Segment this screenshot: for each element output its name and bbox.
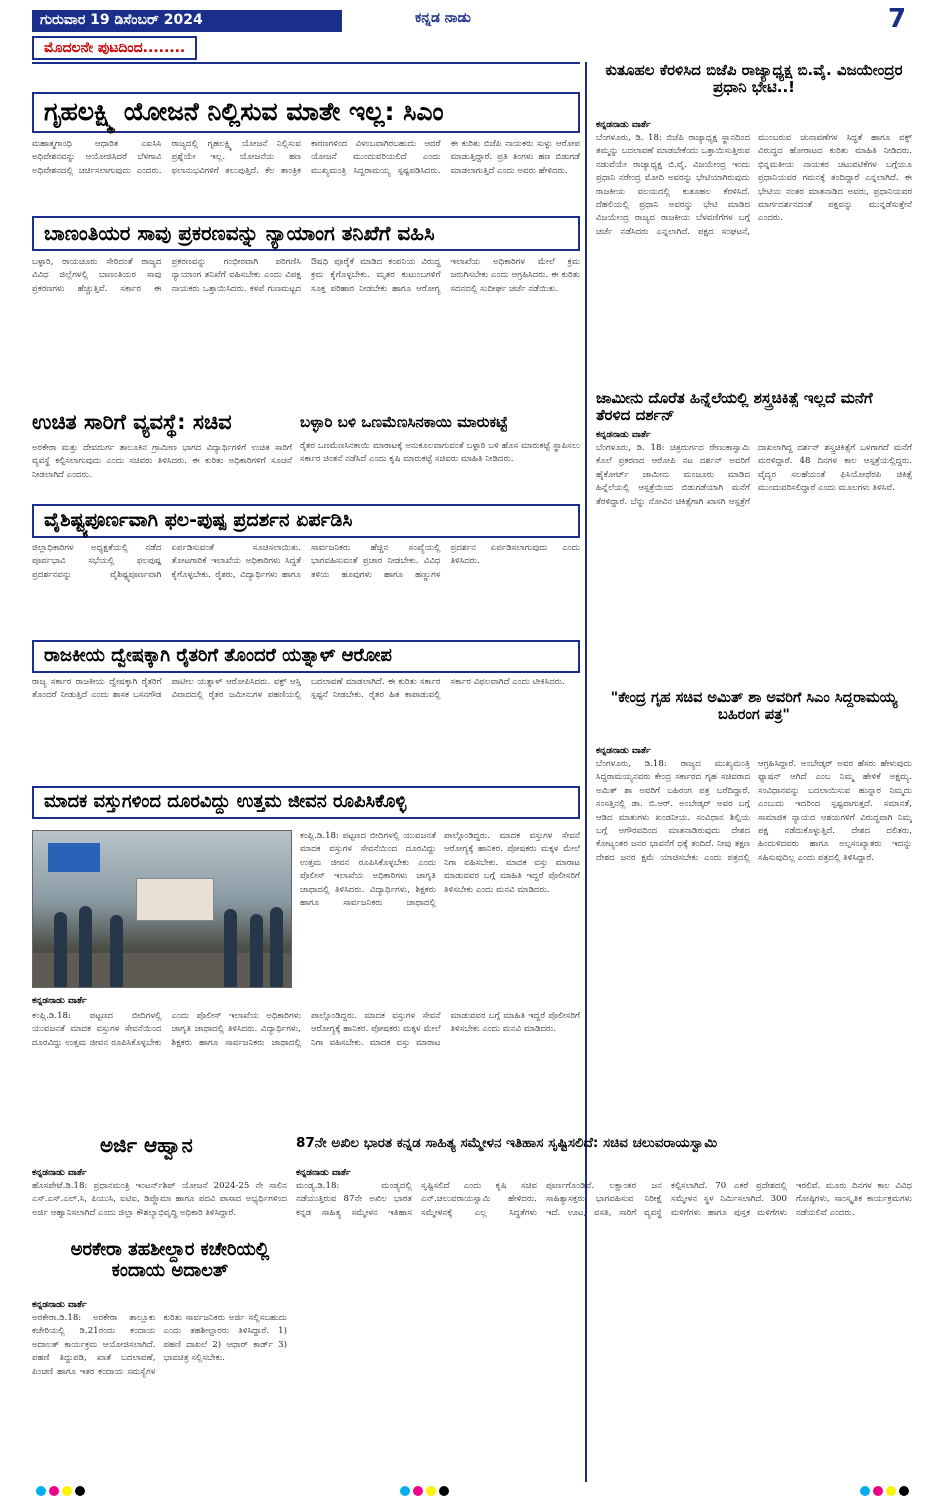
cyan-mark xyxy=(36,1486,46,1496)
article-body: ಹೊಸಪೇಟೆ.ಡಿ.18: ಪ್ರಧಾನಮಂತ್ರಿ ಇಂಟರ್ನ್‌ಶಿಪ್ ಯೋಜನೆ 2024-25 ನೇ ಸಾಲಿನ ಎಸ್.ಎಸ್.ಎಲ್.ಸಿ, ಪಿಯುಸಿ, ಐಟಿಐ, ಡಿಪ್ಲೊಮಾ ಹಾಗೂ ಪದವಿ ಪಾಸಾದ ಅಭ್ಯರ್ಥಿಗಳಿಂದ ಅರ್ಜಿ ಆಹ್ವಾನಿಸಲಾಗಿದೆ ಎಂದು ಜಿಲ್ಲಾ ಕೌಶಲ್ಯಾಭಿವೃದ್ಧಿ ಅಧಿಕಾರಿ ತಿಳಿಸಿದ್ದಾರೆ. xyxy=(32,1181,287,1218)
article-body: ರಾಜ್ಯ ಸರ್ಕಾರ ರಾಜಕೀಯ ದ್ವೇಷಕ್ಕಾಗಿ ರೈತರಿಗೆ ತೊಂದರೆ ನೀಡುತ್ತಿದೆ ಎಂದು ಶಾಸಕ ಬಸನಗೌಡ ಪಾಟೀಲ ಯತ್ನಾಳ್ ಆರೋಪಿಸಿದರು. ವಕ್ಫ್ ಆಸ್ತಿ ವಿವಾದದಲ್ಲಿ ರೈತರ ಜಮೀನುಗಳ ಪಹಣಿಯಲ್ಲಿ ಬದಲಾವಣೆ ಮಾಡಲಾಗಿದೆ. ಈ ಕುರಿತು ಸರ್ಕಾರ ಸ್ಪಷ್ಟನೆ ನೀಡಬೇಕು. ರೈತರ ಹಿತ ಕಾಪಾಡುವಲ್ಲಿ ಸರ್ಕಾರ ವಿಫಲವಾಗಿದೆ ಎಂದು ಟೀಕಿಸಿದರು. xyxy=(32,677,565,701)
masthead-logo: ಕನ್ನಡ ನಾಡು xyxy=(415,10,471,26)
black-mark xyxy=(899,1486,909,1496)
photo-banner xyxy=(136,878,213,922)
person-figure xyxy=(270,907,283,987)
headline-arji-ahvana: ಅರ್ಜಿ ಆಹ್ವಾನ xyxy=(100,1133,193,1157)
headline-vijayendra-bheti: ಕುತೂಹಲ ಕೆರಳಿಸಿದ ಬಿಜೆಪಿ ರಾಜ್ಯಾಧ್ಯಕ್ಷ ಬಿ.ವೈ. ವಿಜಯೇಂದ್ರರ ಪ್ರಧಾನಿ ಭೇಟಿ..! xyxy=(605,61,903,97)
byline: ಕನ್ನಡನಾಡು ವಾರ್ತೆ xyxy=(32,996,87,1006)
headline-kandaya-adalat: ಅರಕೇರಾ ತಹಶೀಲ್ದಾರ ಕಚೇರಿಯಲ್ಲಿ ಕಂದಾಯ ಅದಾಲತ್ xyxy=(70,1239,270,1281)
yellow-mark xyxy=(62,1486,72,1496)
registration-marks xyxy=(860,1486,909,1498)
tent-shape xyxy=(48,843,100,871)
yellow-mark xyxy=(886,1486,896,1496)
article-body: ಜಿಲ್ಲಾಧಿಕಾರಿಗಳ ಅಧ್ಯಕ್ಷತೆಯಲ್ಲಿ ನಡೆದ ಪೂರ್ವಭಾವಿ ಸಭೆಯಲ್ಲಿ ಫಲಪುಷ್ಪ ಪ್ರದರ್ಶನವನ್ನು ವೈಶಿಷ್ಟ್ಯಪೂರ್ಣವಾಗಿ ಏರ್ಪಡಿಸುವಂತೆ ಸೂಚಿಸಲಾಯಿತು. ತೋಟಗಾರಿಕೆ ಇಲಾಖೆಯ ಅಧಿಕಾರಿಗಳು ಸಿದ್ಧತೆ ಕೈಗೊಳ್ಳಬೇಕು. ರೈತರು, ವಿದ್ಯಾರ್ಥಿಗಳು ಹಾಗೂ ಸಾರ್ವಜನಿಕರು ಹೆಚ್ಚಿನ ಸಂಖ್ಯೆಯಲ್ಲಿ ಭಾಗವಹಿಸುವಂತೆ ಪ್ರಚಾರ ನೀಡಬೇಕು. ವಿವಿಧ ತಳಿಯ ಹೂವುಗಳು ಹಾಗೂ ಹಣ್ಣುಗಳ ಪ್ರದರ್ಶನ ಏರ್ಪಡಿಸಲಾಗುವುದು ಎಂದು ತಿಳಿಸಿದರು. xyxy=(32,543,580,580)
page-date: ಗುರುವಾರ 19 ಡಿಸೆಂಬರ್ 2024 xyxy=(32,10,342,32)
article-body: ಅರಕೇರಾ ಮತ್ತು ದೇವದುರ್ಗ ತಾಲೂಕಿನ ಗ್ರಾಮೀಣ ಭಾಗದ ವಿದ್ಯಾರ್ಥಿಗಳಿಗೆ ಉಚಿತ ಸಾರಿಗೆ ವ್ಯವಸ್ಥೆ ಕಲ್ಪಿಸಲಾಗುವುದು ಎಂದು ಸಚಿವರು ತಿಳಿಸಿದರು. ಈ ಕುರಿತು ಅಧಿಕಾರಿಗಳಿಗೆ ಸೂಚನೆ ನೀಡಲಾಗಿದೆ ಎಂದರು. xyxy=(32,443,292,480)
headline-sahitya-sammelana: 87ನೇ ಅಖಿಲ ಭಾರತ ಕನ್ನಡ ಸಾಹಿತ್ಯ ಸಮ್ಮೇಳನ ಇತಿಹಾಸ ಸೃಷ್ಟಿಸಲಿದೆ: ಸಚಿವ ಚಲುವರಾಯಸ್ವಾಮಿ xyxy=(296,1135,718,1151)
article-body: ಬೆಂಗಳೂರು, ಡಿ.18: ರಾಜ್ಯದ ಮುಖ್ಯಮಂತ್ರಿ ಸಿದ್ದರಾಮಯ್ಯನವರು ಕೇಂದ್ರ ಸರ್ಕಾರದ ಗೃಹ ಸಚಿವರಾದ ಅಮಿತ್ ಶಾ ಅವರಿಗೆ ಬಹಿರಂಗ ಪತ್ರ ಬರೆದಿದ್ದಾರೆ. ಸಂಸತ್ತಿನಲ್ಲಿ ಡಾ. ಬಿ.ಆರ್. ಅಂಬೇಡ್ಕರ್ ಅವರ ಬಗ್ಗೆ ಆಡಿದ ಮಾತುಗಳು ಖಂಡನೀಯ. ಸಂವಿಧಾನ ಶಿಲ್ಪಿಯ ಬಗ್ಗೆ ಅಗೌರವದಿಂದ ಮಾತನಾಡಿರುವುದು ದೇಶದ ಕೋಟ್ಯಂತರ ಜನರ ಭಾವನೆಗೆ ಧಕ್ಕೆ ತಂದಿದೆ. ನೀವು ತಕ್ಷಣ ದೇಶದ ಜನರ ಕ್ಷಮೆ ಯಾಚಿಸಬೇಕು ಎಂದು ಪತ್ರದಲ್ಲಿ ಆಗ್ರಹಿಸಿದ್ದಾರೆ. ಅಂಬೇಡ್ಕರ್ ಅವರ ಹೆಸರು ಹೇಳುವುದು ಫ್ಯಾಷನ್ ಆಗಿದೆ ಎಂಬ ನಿಮ್ಮ ಹೇಳಿಕೆ ಅಕ್ಷಮ್ಯ. ಸಂವಿಧಾನವನ್ನು ಬದಲಾಯಿಸುವ ಹುನ್ನಾರ ನಿಮ್ಮದು ಎಂಬುದು ಇದರಿಂದ ಸ್ಪಷ್ಟವಾಗುತ್ತದೆ. ಸಮಾನತೆ, ಸಾಮಾಜಿಕ ನ್ಯಾಯದ ಆಶಯಗಳಿಗೆ ವಿರುದ್ಧವಾಗಿ ನಿಮ್ಮ ಪಕ್ಷ ನಡೆದುಕೊಳ್ಳುತ್ತಿದೆ. ದೇಶದ ದಲಿತರು, ಹಿಂದುಳಿದವರು ಹಾಗೂ ಅಲ್ಪಸಂಖ್ಯಾತರು ಇದನ್ನು ಸಹಿಸುವುದಿಲ್ಲ ಎಂದು ಪತ್ರದಲ್ಲಿ ತಿಳಿಸಿದ್ದಾರೆ. xyxy=(596,759,912,863)
section-tag: ಮೊದಲನೇ ಪುಟದಿಂದ........ xyxy=(32,36,197,60)
person-figure xyxy=(224,909,237,987)
byline: ಕನ್ನಡನಾಡು ವಾರ್ತೆ xyxy=(596,120,651,130)
person-figure xyxy=(110,915,123,987)
headline-darshan-mane: ಜಾಮೀನು ದೊರೆತ ಹಿನ್ನೆಲೆಯಲ್ಲಿ ಶಸ್ತ್ರಚಿಕಿತ್ಸೆ ಇಲ್ಲದೆ ಮನೆಗೆ ತೆರಳಿದ ದರ್ಶನ್ xyxy=(596,389,873,425)
registration-marks xyxy=(400,1486,449,1498)
article-body: ಕಂಪ್ಲಿ.ಡಿ.18: ಪಟ್ಟಣದ ಬೀದಿಗಳಲ್ಲಿ ಯುವಜನತೆ ಮಾದಕ ವಸ್ತುಗಳ ಸೇವನೆಯಿಂದ ದೂರವಿದ್ದು ಉತ್ತಮ ಜೀವನ ರೂಪಿಸಿಕೊಳ್ಳಬೇಕು ಎಂದು ಪೊಲೀಸ್ ಇಲಾಖೆಯ ಅಧಿಕಾರಿಗಳು ಜಾಗೃತಿ ಜಾಥಾದಲ್ಲಿ ತಿಳಿಸಿದರು. ವಿದ್ಯಾರ್ಥಿಗಳು, ಶಿಕ್ಷಕರು ಹಾಗೂ ಸಾರ್ವಜನಿಕರು ಜಾಥಾದಲ್ಲಿ ಪಾಲ್ಗೊಂಡಿದ್ದರು. ಮಾದಕ ವಸ್ತುಗಳ ಸೇವನೆ ಆರೋಗ್ಯಕ್ಕೆ ಹಾನಿಕರ. ಪೋಷಕರು ಮಕ್ಕಳ ಮೇಲೆ ನಿಗಾ ವಹಿಸಬೇಕು. ಮಾದಕ ವಸ್ತು ಮಾರಾಟ ಮಾಡುವವರ ಬಗ್ಗೆ ಮಾಹಿತಿ ಇದ್ದರೆ ಪೊಲೀಸರಿಗೆ ತಿಳಿಸಬೇಕು ಎಂದು ಮನವಿ ಮಾಡಿದರು. xyxy=(32,1011,580,1048)
news-photo-jatha xyxy=(32,830,292,988)
headline-banantiyara-savu: ಬಾಣಂತಿಯರ ಸಾವು ಪ್ರಕರಣವನ್ನು ನ್ಯಾಯಾಂಗ ತನಿಖೆಗೆ ವಹಿಸಿ xyxy=(32,216,580,251)
cyan-mark xyxy=(860,1486,870,1496)
yellow-mark xyxy=(426,1486,436,1496)
magenta-mark xyxy=(873,1486,883,1496)
byline: ಕನ್ನಡನಾಡು ವಾರ್ತೆ xyxy=(32,1168,87,1178)
byline: ಕನ್ನಡನಾಡು ವಾರ್ತೆ xyxy=(32,1300,87,1310)
black-mark xyxy=(75,1486,85,1496)
registration-marks xyxy=(36,1486,85,1498)
headline-menasinakayi: ಬಳ್ಳಾರಿ ಬಳಿ ಒಣಮೆಣಸಿನಕಾಯಿ ಮಾರುಕಟ್ಟೆ xyxy=(300,413,508,431)
byline: ಕನ್ನಡನಾಡು ವಾರ್ತೆ xyxy=(596,430,651,440)
black-mark xyxy=(439,1486,449,1496)
divider xyxy=(32,62,580,64)
headline-madaka-vastu: ಮಾದಕ ವಸ್ತುಗಳಿಂದ ದೂರವಿದ್ದು ಉತ್ತಮ ಜೀವನ ರೂಪಿಸಿಕೊಳ್ಳಿ xyxy=(32,786,580,819)
article-body: ರೈತರ ಒಣಮೆಣಸಿನಕಾಯಿ ಮಾರಾಟಕ್ಕೆ ಅನುಕೂಲವಾಗುವಂತೆ ಬಳ್ಳಾರಿ ಬಳಿ ಹೊಸ ಮಾರುಕಟ್ಟೆ ಸ್ಥಾಪಿಸಲು ಸರ್ಕಾರ ಚಿಂತನೆ ನಡೆಸಿದೆ ಎಂದು ಕೃಷಿ ಮಾರುಕಟ್ಟೆ ಸಚಿವರು ಮಾಹಿತಿ ನೀಡಿದರು. xyxy=(300,441,580,465)
person-figure xyxy=(79,906,92,987)
headline-uchita-sarige: ಉಚಿತ ಸಾರಿಗೆ ವ್ಯವಸ್ಥೆ: ಸಚಿವ xyxy=(32,410,232,434)
article-body: ಮಂಡ್ಯ.ಡಿ.18: ಮಂಡ್ಯದಲ್ಲಿ ನಡೆಯುತ್ತಿರುವ 87ನೇ ಅಖಿಲ ಭಾರತ ಕನ್ನಡ ಸಾಹಿತ್ಯ ಸಮ್ಮೇಳನ ಇತಿಹಾಸ ಸೃಷ್ಟಿಸಲಿದೆ ಎಂದು ಕೃಷಿ ಸಚಿವ ಎನ್.ಚಲುವರಾಯಸ್ವಾಮಿ ಹೇಳಿದರು. ಸಮ್ಮೇಳನಕ್ಕೆ ಎಲ್ಲ ಸಿದ್ಧತೆಗಳು ಪೂರ್ಣಗೊಂಡಿವೆ. ಲಕ್ಷಾಂತರ ಜನ ಸಾಹಿತ್ಯಾಸಕ್ತರು ಭಾಗವಹಿಸುವ ನಿರೀಕ್ಷೆ ಇದೆ. ಊಟ, ವಸತಿ, ಸಾರಿಗೆ ವ್ಯವಸ್ಥೆ ಕಲ್ಪಿಸಲಾಗಿದೆ. 70 ಎಕರೆ ಪ್ರದೇಶದಲ್ಲಿ ಸಮ್ಮೇಳನ ಸ್ಥಳ ನಿರ್ಮಿಸಲಾಗಿದೆ. 300 ಮಳಿಗೆಗಳು ಹಾಗೂ ಪುಸ್ತಕ ಮಳಿಗೆಗಳು ಇರಲಿವೆ. ಮೂರು ದಿನಗಳ ಕಾಲ ವಿವಿಧ ಗೋಷ್ಠಿಗಳು, ಸಾಂಸ್ಕೃತಿಕ ಕಾರ್ಯಕ್ರಮಗಳು ನಡೆಯಲಿವೆ ಎಂದರು. xyxy=(296,1181,912,1218)
person-figure xyxy=(54,912,67,987)
page-header xyxy=(0,0,945,62)
article-body: ಬಳ್ಳಾರಿ, ರಾಯಚೂರು ಸೇರಿದಂತೆ ರಾಜ್ಯದ ವಿವಿಧ ಜಿಲ್ಲೆಗಳಲ್ಲಿ ಬಾಣಂತಿಯರ ಸಾವು ಪ್ರಕರಣಗಳು ಹೆಚ್ಚುತ್ತಿವೆ. ಸರ್ಕಾರ ಈ ಪ್ರಕರಣವನ್ನು ಗಂಭೀರವಾಗಿ ಪರಿಗಣಿಸಿ ನ್ಯಾಯಾಂಗ ತನಿಖೆಗೆ ವಹಿಸಬೇಕು ಎಂದು ವಿಪಕ್ಷ ನಾಯಕರು ಒತ್ತಾಯಿಸಿದರು. ಕಳಪೆ ಗುಣಮಟ್ಟದ ಔಷಧಿ ಪೂರೈಕೆ ಮಾಡಿದ ಕಂಪನಿಯ ವಿರುದ್ಧ ಕ್ರಮ ಕೈಗೊಳ್ಳಬೇಕು. ಮೃತರ ಕುಟುಂಬಗಳಿಗೆ ಸೂಕ್ತ ಪರಿಹಾರ ನೀಡಬೇಕು ಹಾಗೂ ಆರೋಗ್ಯ ಇಲಾಖೆಯ ಅಧಿಕಾರಿಗಳ ಮೇಲೆ ಕ್ರಮ ಜರುಗಿಸಬೇಕು ಎಂದು ಆಗ್ರಹಿಸಿದರು. ಈ ಕುರಿತು ಸದನದಲ್ಲಿ ಸುದೀರ್ಘ ಚರ್ಚೆ ನಡೆಯಿತು. xyxy=(32,257,580,294)
article-body: ಕಂಪ್ಲಿ.ಡಿ.18: ಪಟ್ಟಣದ ಬೀದಿಗಳಲ್ಲಿ ಯುವಜನತೆ ಮಾದಕ ವಸ್ತುಗಳ ಸೇವನೆಯಿಂದ ದೂರವಿದ್ದು ಉತ್ತಮ ಜೀವನ ರೂಪಿಸಿಕೊಳ್ಳಬೇಕು ಎಂದು ಪೊಲೀಸ್ ಇಲಾಖೆಯ ಅಧಿಕಾರಿಗಳು ಜಾಗೃತಿ ಜಾಥಾದಲ್ಲಿ ತಿಳಿಸಿದರು. ವಿದ್ಯಾರ್ಥಿಗಳು, ಶಿಕ್ಷಕರು ಹಾಗೂ ಸಾರ್ವಜನಿಕರು ಜಾಥಾದಲ್ಲಿ ಪಾಲ್ಗೊಂಡಿದ್ದರು. ಮಾದಕ ವಸ್ತುಗಳ ಸೇವನೆ ಆರೋಗ್ಯಕ್ಕೆ ಹಾನಿಕರ. ಪೋಷಕರು ಮಕ್ಕಳ ಮೇಲೆ ನಿಗಾ ವಹಿಸಬೇಕು. ಮಾದಕ ವಸ್ತು ಮಾರಾಟ ಮಾಡುವವರ ಬಗ್ಗೆ ಮಾಹಿತಿ ಇದ್ದರೆ ಪೊಲೀಸರಿಗೆ ತಿಳಿಸಬೇಕು ಎಂದು ಮನವಿ ಮಾಡಿದರು. xyxy=(300,831,580,909)
person-figure xyxy=(250,914,263,987)
article-body: ಮಹಾತ್ಮಗಾಂಧಿ ಆಧಾರಿತ ಎಐಸಿಸಿ ಅಧಿವೇಶನವನ್ನು ಆಯೋಜಿಸಿದರೆ ಬೆಳಗಾವಿ ಅಧಿವೇಶನದಲ್ಲಿ ಚರ್ಚಿಸಲಾಗುವುದು ಎಂದರು. ರಾಜ್ಯದಲ್ಲಿ ಗೃಹಲಕ್ಷ್ಮಿ ಯೋಜನೆ ನಿಲ್ಲಿಸುವ ಪ್ರಶ್ನೆಯೇ ಇಲ್ಲ. ಯೋಜನೆಯ ಹಣ ಫಲಾನುಭವಿಗಳಿಗೆ ತಲುಪುತ್ತಿದೆ. ಕೆಲ ತಾಂತ್ರಿಕ ಕಾರಣಗಳಿಂದ ವಿಳಂಬವಾಗಿರಬಹುದು ಆದರೆ ಯೋಜನೆ ಮುಂದುವರಿಯಲಿದೆ ಎಂದು ಮುಖ್ಯಮಂತ್ರಿ ಸಿದ್ದರಾಮಯ್ಯ ಸ್ಪಷ್ಟಪಡಿಸಿದರು. ಈ ಕುರಿತು ಬಿಜೆಪಿ ನಾಯಕರು ಸುಳ್ಳು ಆರೋಪ ಮಾಡುತ್ತಿದ್ದಾರೆ. ಪ್ರತಿ ತಿಂಗಳು ಹಣ ಬಿಡುಗಡೆ ಮಾಡಲಾಗುತ್ತಿದೆ ಎಂದು ಅವರು ಹೇಳಿದರು. xyxy=(32,139,580,176)
article-body: ಬೆಂಗಳೂರು, ಡಿ. 18: ಚಿತ್ರದುರ್ಗದ ರೇಣುಕಾಸ್ವಾಮಿ ಕೊಲೆ ಪ್ರಕರಣದ ಆರೋಪಿ ನಟ ದರ್ಶನ್ ಅವರಿಗೆ ಹೈಕೋರ್ಟ್ ಜಾಮೀನು ಮಂಜೂರು ಮಾಡಿದ ಹಿನ್ನೆಲೆಯಲ್ಲಿ ಆಸ್ಪತ್ರೆಯಿಂದ ಬಿಡುಗಡೆಯಾಗಿ ಮನೆಗೆ ತೆರಳಿದ್ದಾರೆ. ಬೆನ್ನು ನೋವಿನ ಚಿಕಿತ್ಸೆಗಾಗಿ ಖಾಸಗಿ ಆಸ್ಪತ್ರೆಗೆ ದಾಖಲಾಗಿದ್ದ ದರ್ಶನ್ ಶಸ್ತ್ರಚಿಕಿತ್ಸೆಗೆ ಒಳಗಾಗದೆ ಮನೆಗೆ ಮರಳಿದ್ದಾರೆ. 48 ದಿನಗಳ ಕಾಲ ಆಸ್ಪತ್ರೆಯಲ್ಲಿದ್ದರು. ವೈದ್ಯರ ಸಲಹೆಯಂತೆ ಫಿಸಿಯೋಥೆರಪಿ ಚಿಕಿತ್ಸೆ ಮುಂದುವರಿಸಲಿದ್ದಾರೆ ಎಂದು ಮೂಲಗಳು ತಿಳಿಸಿವೆ. xyxy=(596,443,912,507)
article-body: ಬೆಂಗಳೂರು, ಡಿ. 18: ಬಿಜೆಪಿ ರಾಜ್ಯಾಧ್ಯಕ್ಷ ಸ್ಥಾನದಿಂದ ತಮ್ಮನ್ನು ಬದಲಾವಣೆ ಮಾಡಬೇಕೆಂದು ಒತ್ತಾಯಿಸುತ್ತಿರುವ ನಡುವೆಯೇ ರಾಜ್ಯಾಧ್ಯಕ್ಷ ಬಿ.ವೈ. ವಿಜಯೇಂದ್ರ ಇಂದು ಪ್ರಧಾನಿ ನರೇಂದ್ರ ಮೋದಿ ಅವರನ್ನು ಭೇಟಿಯಾಗಿರುವುದು ರಾಜಕೀಯ ವಲಯದಲ್ಲಿ ಕುತೂಹಲ ಕೆರಳಿಸಿದೆ. ದೆಹಲಿಯಲ್ಲಿ ಪ್ರಧಾನಿ ಅವರನ್ನು ಭೇಟಿ ಮಾಡಿದ ವಿಜಯೇಂದ್ರ ರಾಜ್ಯದ ರಾಜಕೀಯ ಬೆಳವಣಿಗೆಗಳ ಬಗ್ಗೆ ಚರ್ಚೆ ನಡೆಸಿದರು ಎನ್ನಲಾಗಿದೆ. ಪಕ್ಷದ ಸಂಘಟನೆ, ಮುಂಬರುವ ಚುನಾವಣೆಗಳ ಸಿದ್ಧತೆ ಹಾಗೂ ವಕ್ಫ್ ವಿರುದ್ಧದ ಹೋರಾಟದ ಕುರಿತು ಮಾಹಿತಿ ನೀಡಿದರು. ಭಿನ್ನಮತೀಯ ನಾಯಕರ ಚಟುವಟಿಕೆಗಳ ಬಗ್ಗೆಯೂ ಪ್ರಧಾನಿಯವರ ಗಮನಕ್ಕೆ ತಂದಿದ್ದಾರೆ ಎನ್ನಲಾಗಿದೆ. ಈ ಭೇಟಿಯ ನಂತರ ಮಾತನಾಡಿದ ಅವರು, ಪ್ರಧಾನಿಯವರ ಮಾರ್ಗದರ್ಶನದಂತೆ ಪಕ್ಷವನ್ನು ಮುನ್ನಡೆಸುತ್ತೇನೆ ಎಂದರು. xyxy=(596,133,912,237)
headline-yatnal-aropa: ರಾಜಕೀಯ ದ್ವೇಷಕ್ಕಾಗಿ ರೈತರಿಗೆ ತೊಂದರೆ ಯತ್ನಾಳ್ ಆರೋಪ xyxy=(32,640,580,673)
headline-phala-pushpa: ವೈಶಿಷ್ಟ್ಯಪೂರ್ಣವಾಗಿ ಫಲ-ಪುಷ್ಪ ಪ್ರದರ್ಶನ ಏರ್ಪಡಿಸಿ xyxy=(32,504,580,538)
headline-gruhalakshmi: ಗೃಹಲಕ್ಷ್ಮಿ ಯೋಜನೆ ನಿಲ್ಲಿಸುವ ಮಾತೇ ಇಲ್ಲ: ಸಿಎಂ xyxy=(32,92,580,133)
article-body: ಅರಕೇರಾ.ಡಿ.18: ಅರಕೇರಾ ತಾಲ್ಲೂಕು ಕಚೇರಿಯಲ್ಲಿ ಡಿ.21ರಂದು ಕಂದಾಯ ಅದಾಲತ್ ಕಾರ್ಯಕ್ರಮ ಆಯೋಜಿಸಲಾಗಿದೆ. ಪಹಣಿ ತಿದ್ದುಪಡಿ, ಖಾತೆ ಬದಲಾವಣೆ, ಪಿಂಚಣಿ ಹಾಗೂ ಇತರ ಕಂದಾಯ ಸಮಸ್ಯೆಗಳ ಕುರಿತು ಸಾರ್ವಜನಿಕರು ಅರ್ಜಿ ಸಲ್ಲಿಸಬಹುದು ಎಂದು ತಹಶೀಲ್ದಾರರು ತಿಳಿಸಿದ್ದಾರೆ. 1) ಪಹಣಿ ದಾಖಲೆ 2) ಆಧಾರ್ ಕಾರ್ಡ್ 3) ಭಾವಚಿತ್ರ ಸಲ್ಲಿಸಬೇಕು. xyxy=(32,1313,287,1377)
magenta-mark xyxy=(413,1486,423,1496)
headline-amit-shah-patra: "ಕೇಂದ್ರ ಗೃಹ ಸಚಿವ ಅಮಿತ್ ಶಾ ಅವರಿಗೆ ಸಿಎಂ ಸಿದ್ದರಾಮಯ್ಯ ಬಹಿರಂಗ ಪತ್ರ" xyxy=(610,690,898,723)
page-number: 7 xyxy=(888,4,907,34)
cyan-mark xyxy=(400,1486,410,1496)
byline: ಕನ್ನಡನಾಡು ವಾರ್ತೆ xyxy=(596,746,651,756)
byline: ಕನ್ನಡನಾಡು ವಾರ್ತೆ xyxy=(296,1168,351,1178)
magenta-mark xyxy=(49,1486,59,1496)
